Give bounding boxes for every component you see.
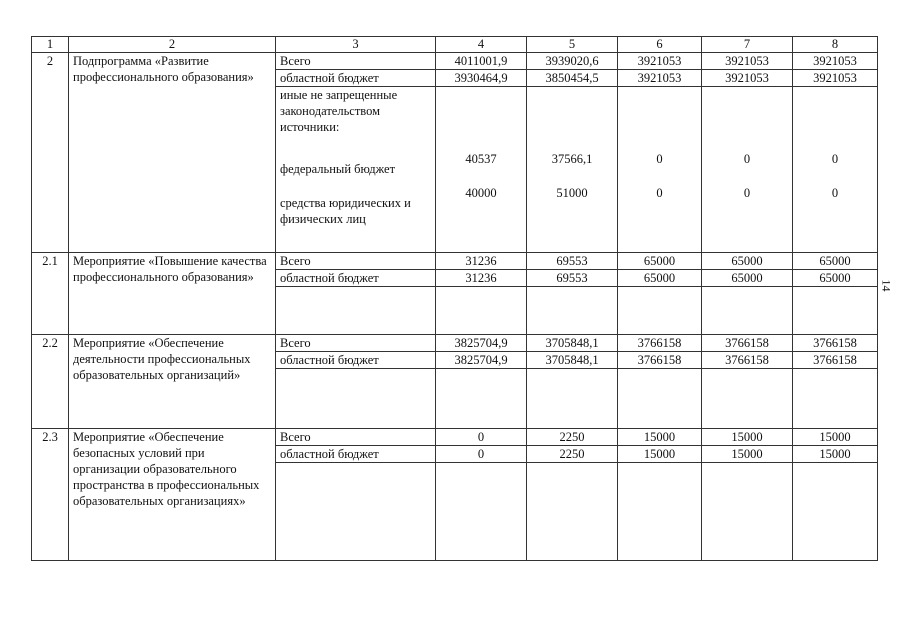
empty-cell [702,287,793,335]
value-legal: 0 [656,186,663,200]
empty-cell [618,369,702,429]
col-header: 7 [702,37,793,53]
empty-cell [793,369,878,429]
empty-cell [276,287,436,335]
value-cell: 3921053 [793,70,878,87]
empty-cell [527,463,618,561]
empty-cell [276,463,436,561]
page-number: 14 [879,279,894,292]
value-cell: 65000 [618,270,702,287]
program-name: Подпрограмма «Развитие профессионального образования» [69,53,276,253]
row-number: 2.3 [32,429,69,561]
value-legal: 0 [831,186,839,200]
value-cell: 69553 [527,270,618,287]
column-number-row [32,37,878,53]
value-cell: 65000 [702,253,793,270]
value-cell [527,87,618,253]
table-row [32,53,878,70]
empty-cell [436,369,527,429]
empty-cell [527,287,618,335]
value-cell: 3766158 [793,352,878,369]
empty-cell [276,369,436,429]
value-cell: 3766158 [793,335,878,352]
table-row [32,253,878,270]
empty-cell [618,463,702,561]
source-label: областной бюджет [276,352,436,369]
value-cell: 31236 [436,253,527,270]
value-federal: 40537 [465,152,497,166]
value-cell: 3930464,9 [436,70,527,87]
value-cell: 3921053 [702,70,793,87]
row-number: 2 [32,53,69,253]
value-cell: 3766158 [618,335,702,352]
value-cell: 4011001,9 [436,53,527,70]
value-cell: 3850454,5 [527,70,618,87]
empty-cell [618,287,702,335]
row-number: 2.1 [32,253,69,335]
value-cell [702,87,793,253]
value-cell: 2250 [527,446,618,463]
value-cell: 69553 [527,253,618,270]
empty-cell [702,369,793,429]
empty-cell [702,463,793,561]
table-row [32,429,878,446]
value-cell: 15000 [702,446,793,463]
value-cell: 65000 [793,253,878,270]
value-federal: 37566,1 [551,152,593,166]
value-legal: 51000 [556,186,588,200]
value-legal: 0 [743,186,751,200]
value-cell: 3705848,1 [527,335,618,352]
value-cell: 65000 [702,270,793,287]
col-header: 3 [276,37,436,53]
value-cell: 65000 [618,253,702,270]
col-header: 4 [436,37,527,53]
source-label: Всего [276,53,436,70]
source-label: федеральный бюджет [280,162,396,176]
funding-table [31,36,878,561]
value-cell: 15000 [618,446,702,463]
value-cell: 3825704,9 [436,335,527,352]
value-cell: 0 [436,446,527,463]
value-cell: 3825704,9 [436,352,527,369]
source-label: областной бюджет [276,270,436,287]
value-cell: 2250 [527,429,618,446]
row-number: 2.2 [32,335,69,429]
table-row [32,335,878,352]
value-cell: 65000 [793,270,878,287]
source-label: Всего [276,253,436,270]
source-label: областной бюджет [276,70,436,87]
value-cell: 3921053 [618,70,702,87]
value-cell: 3766158 [618,352,702,369]
value-federal: 0 [656,152,663,166]
source-label: областной бюджет [276,446,436,463]
col-header: 6 [618,37,702,53]
value-cell [436,87,527,253]
value-cell: 15000 [793,429,878,446]
source-label: Всего [276,335,436,352]
value-cell [618,87,702,253]
empty-cell [436,463,527,561]
empty-cell [793,287,878,335]
program-name: Мероприятие «Обеспечение деятельности профессиональных образовательных организаций» [69,335,276,429]
other-sources-title: иные не запрещенные законодательством источники: [280,88,398,134]
value-cell: 0 [436,429,527,446]
source-label: Всего [276,429,436,446]
empty-cell [436,287,527,335]
value-cell: 3921053 [793,53,878,70]
value-cell: 3939020,6 [527,53,618,70]
value-cell: 15000 [793,446,878,463]
program-name: Мероприятие «Обеспечение безопасных условий при организации образовательного пространства в профессиональных образовательных организациях» [69,429,276,561]
value-cell: 3921053 [702,53,793,70]
col-header: 2 [69,37,276,53]
value-cell: 31236 [436,270,527,287]
col-header: 5 [527,37,618,53]
value-cell [793,87,878,253]
value-cell: 15000 [702,429,793,446]
value-federal: 0 [743,152,751,166]
value-cell: 3766158 [702,352,793,369]
col-header: 8 [793,37,878,53]
source-label: средства юридических и физических лиц [280,196,411,226]
empty-cell [793,463,878,561]
other-sources-cell [276,87,436,253]
value-cell: 3705848,1 [527,352,618,369]
empty-cell [527,369,618,429]
value-legal: 40000 [465,186,497,200]
col-header: 1 [32,37,69,53]
value-cell: 15000 [618,429,702,446]
program-name: Мероприятие «Повышение качества профессионального образования» [69,253,276,335]
value-cell: 3921053 [618,53,702,70]
value-cell: 3766158 [702,335,793,352]
value-federal: 0 [831,152,839,166]
